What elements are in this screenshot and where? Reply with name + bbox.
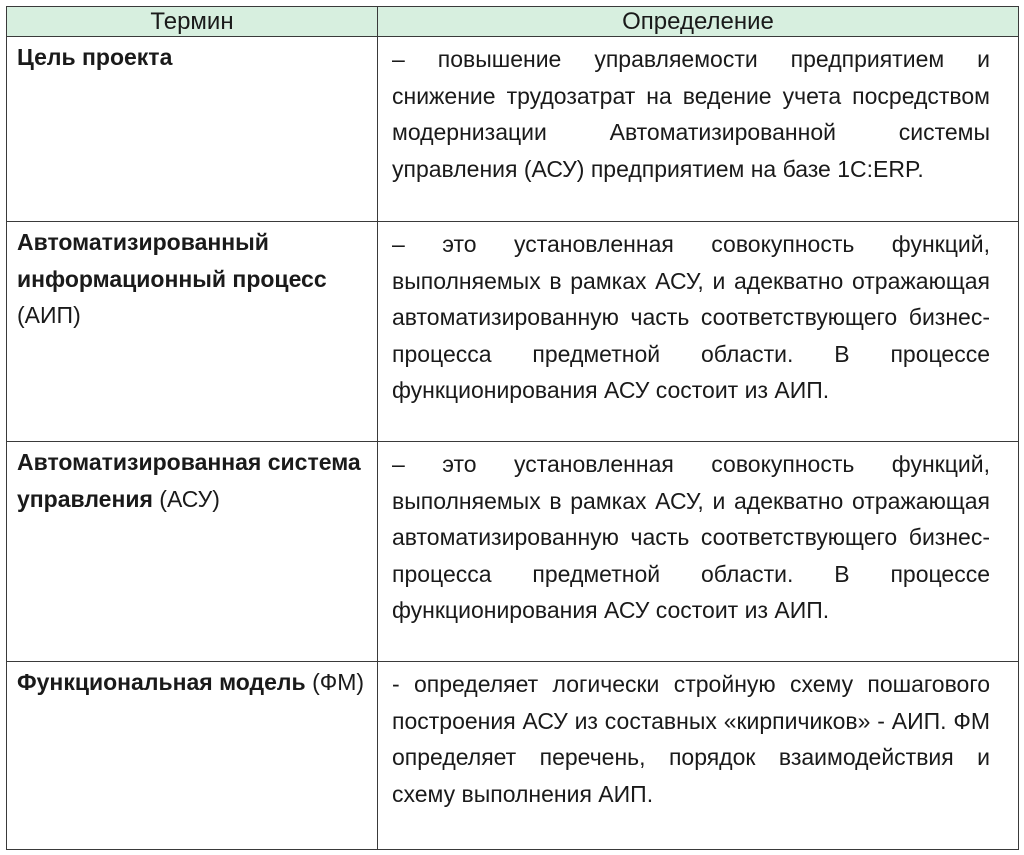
term-name: Функциональная модель bbox=[17, 669, 306, 695]
table-row bbox=[7, 442, 1019, 662]
term-abbreviation: (ФМ) bbox=[305, 669, 365, 695]
table-row bbox=[7, 662, 1019, 850]
definition-cell: – это установленная совокупность функций, выполняемых в рамках АСУ, и адекватно отражающая автоматизированную часть соответствующего бизнес-процесса предметной области. В процессе функционирования АСУ состоит из АИП. bbox=[378, 442, 1019, 662]
term-abbreviation: (АСУ) bbox=[152, 485, 220, 512]
term-cell bbox=[7, 37, 378, 222]
term-name: Цель проекта bbox=[17, 44, 173, 70]
glossary-table bbox=[6, 6, 1019, 850]
definition-cell: - определяет логически стройную схему пошагового построения АСУ из составных «кирпичиков» - АИП. ФМ определяет перечень, порядок взаимодействия и схему выполнения АИП. bbox=[378, 662, 1019, 850]
term-cell bbox=[7, 662, 378, 850]
definition-cell: – повышение управляемости предприятием и снижение трудозатрат на ведение учета посредством модернизации Автоматизированной системы управления (АСУ) предприятием на базе 1С:ERP. bbox=[378, 37, 1019, 222]
term-name: Автоматизированная система управления bbox=[17, 449, 361, 512]
header-row bbox=[7, 7, 1019, 37]
term-name: Автоматизированный информационный процесс bbox=[17, 229, 327, 292]
table-row bbox=[7, 37, 1019, 222]
term-cell bbox=[7, 222, 378, 442]
header-term: Термин bbox=[7, 7, 378, 37]
term-abbreviation: (АИП) bbox=[17, 302, 81, 329]
definition-cell: – это установленная совокупность функций, выполняемых в рамках АСУ, и адекватно отражающая автоматизированную часть соответствующего бизнес-процесса предметной области. В процессе функционирования АСУ состоит из АИП. bbox=[378, 222, 1019, 442]
table-row bbox=[7, 222, 1019, 442]
term-cell bbox=[7, 442, 378, 662]
header-definition: Определение bbox=[378, 7, 1019, 37]
